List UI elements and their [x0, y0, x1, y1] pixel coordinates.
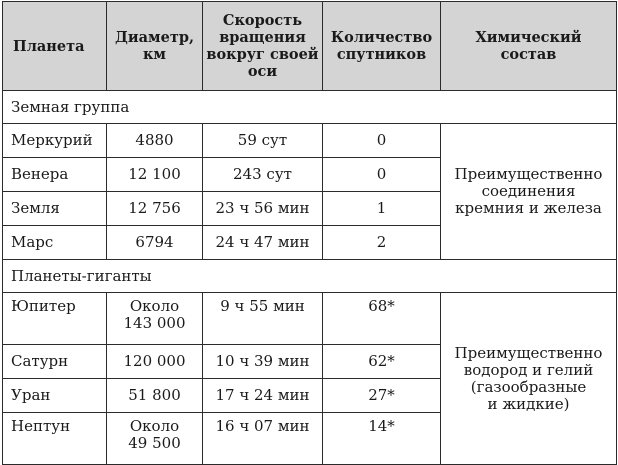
planet-satellites: 14*	[323, 413, 441, 465]
header-row	[3, 2, 617, 91]
table-row	[3, 293, 617, 345]
group-title: Земная группа	[3, 91, 617, 124]
planet-satellites: 27*	[323, 379, 441, 413]
planet-name: Уран	[3, 379, 107, 413]
group-composition: Преимущественно водород и гелий (газообразные и жидкие)	[441, 293, 617, 465]
planet-satellites: 62*	[323, 345, 441, 379]
planet-diameter: 51 800	[107, 379, 203, 413]
planet-diameter: 6794	[107, 226, 203, 260]
planet-rotation: 16 ч 07 мин	[203, 413, 323, 465]
planet-name: Нептун	[3, 413, 107, 465]
table-row	[3, 124, 617, 158]
planet-satellites: 2	[323, 226, 441, 260]
header-planet: Планета	[3, 2, 107, 91]
planet-diameter: Около 143 000	[107, 293, 203, 345]
planets-table	[2, 1, 617, 465]
group-title: Планеты-гиганты	[3, 260, 617, 293]
planet-diameter: 12 100	[107, 158, 203, 192]
planet-rotation: 23 ч 56 мин	[203, 192, 323, 226]
planet-diameter: 120 000	[107, 345, 203, 379]
planet-satellites: 68*	[323, 293, 441, 345]
planet-diameter: 4880	[107, 124, 203, 158]
planet-satellites: 0	[323, 124, 441, 158]
planet-name: Марс	[3, 226, 107, 260]
group-composition: Преимущественно соединения кремния и железа	[441, 124, 617, 260]
planet-name: Юпитер	[3, 293, 107, 345]
group-row-giants	[3, 260, 617, 293]
header-composition: Химический состав	[441, 2, 617, 91]
group-row-terrestrial	[3, 91, 617, 124]
header-satellites: Количество спутников	[323, 2, 441, 91]
planet-rotation: 17 ч 24 мин	[203, 379, 323, 413]
planet-rotation: 10 ч 39 мин	[203, 345, 323, 379]
planet-rotation: 24 ч 47 мин	[203, 226, 323, 260]
planet-rotation: 243 сут	[203, 158, 323, 192]
planet-satellites: 1	[323, 192, 441, 226]
planet-name: Сатурн	[3, 345, 107, 379]
header-diameter: Диаметр, км	[107, 2, 203, 91]
planet-name: Меркурий	[3, 124, 107, 158]
planet-name: Венера	[3, 158, 107, 192]
header-rotation: Скорость вращения вокруг своей оси	[203, 2, 323, 91]
planet-rotation: 59 сут	[203, 124, 323, 158]
planet-diameter: Около 49 500	[107, 413, 203, 465]
planet-diameter: 12 756	[107, 192, 203, 226]
planet-name: Земля	[3, 192, 107, 226]
planet-satellites: 0	[323, 158, 441, 192]
planet-rotation: 9 ч 55 мин	[203, 293, 323, 345]
